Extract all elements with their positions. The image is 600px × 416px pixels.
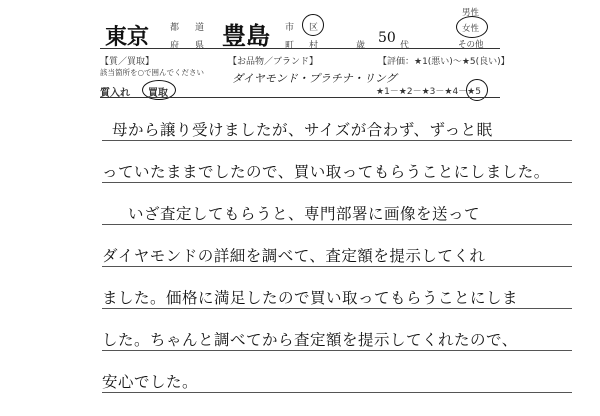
- body-text-line: いざ査定してもらうと、専門部署に画像を送って: [128, 205, 481, 223]
- city-label-shi: 市: [285, 23, 295, 33]
- pref-label-dou: 道: [195, 23, 205, 33]
- rating-label: 【評価：★1(悪い)～★5(良い)】: [378, 57, 510, 67]
- gender-female: 女性: [462, 24, 480, 34]
- body-text-line: 安心でした。: [102, 373, 199, 391]
- city-value: 豊島: [222, 21, 270, 50]
- body-text-line: ました。価格に満足したので買い取ってもらうことにしま: [102, 289, 519, 307]
- body-text-line: 母から譲り受けましたが、サイズが合わず、ずっと眠: [112, 121, 493, 139]
- age-label: 歳: [356, 41, 366, 51]
- city-label-machi: 町: [285, 41, 295, 51]
- item-value: ダイヤモンド・プラチナ・リング: [232, 72, 397, 85]
- age-value: 50: [378, 30, 396, 46]
- gender-circle-mark: [456, 16, 488, 38]
- ruled-line: [102, 392, 572, 393]
- pref-label-to: 都: [170, 23, 180, 33]
- city-label-mura: 村: [309, 41, 319, 51]
- rating-scale: ★1－★2－★3－★4－★5: [376, 87, 481, 97]
- header-underline: [100, 48, 500, 49]
- section-divider: [100, 97, 500, 98]
- gender-other: その他: [458, 40, 484, 50]
- age-suffix: 代: [400, 41, 410, 51]
- ruled-line: [102, 140, 572, 141]
- city-label-ku: 区: [309, 23, 319, 33]
- pref-label-ken: 県: [195, 41, 205, 51]
- ruled-line: [102, 266, 572, 267]
- ruled-line: [102, 224, 572, 225]
- prefecture-value: 東京: [105, 24, 150, 50]
- body-text-line: ダイヤモンドの詳細を調べて、査定額を提示してくれ: [102, 247, 486, 265]
- body-text-line: した。ちゃんと調べてから査定額を提示してくれたので、: [102, 331, 518, 349]
- body-text-line: っていたままでしたので、買い取ってもらうことにしました。: [102, 163, 550, 181]
- pref-label-fu: 府: [170, 41, 180, 51]
- ruled-line: [102, 182, 572, 183]
- ruled-line: [102, 308, 572, 309]
- purchase-type-note: 該当箇所を○で囲んでください: [100, 68, 205, 77]
- entry-label-shichiire: 質入れ: [100, 88, 130, 99]
- purchase-type-label: 【質／買取】: [100, 57, 155, 67]
- ku-circle-mark: [302, 14, 324, 36]
- entry-label-kaitori: 買取: [148, 88, 168, 99]
- gender-male: 男性: [462, 8, 480, 18]
- item-label: 【お品物／ブランド】: [228, 57, 319, 67]
- ruled-line: [102, 350, 572, 351]
